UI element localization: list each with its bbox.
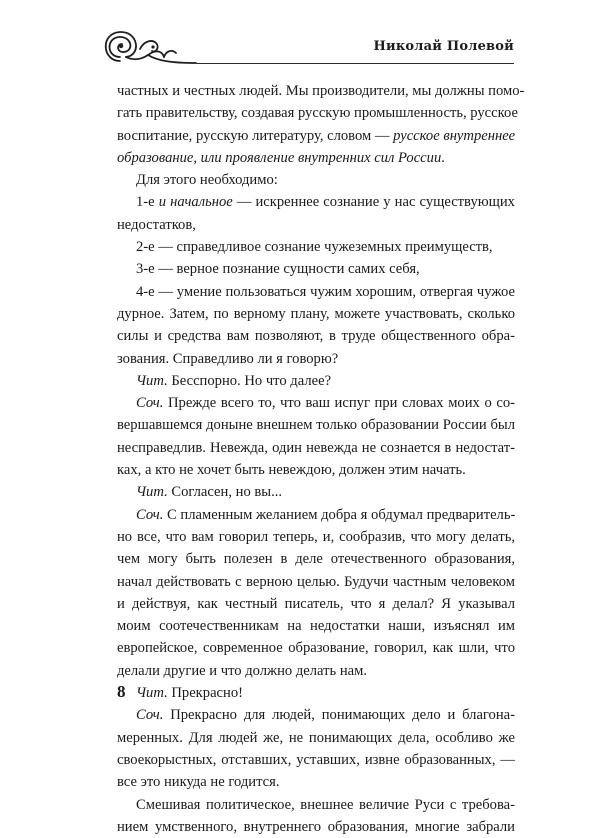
text-line — [117, 169, 515, 191]
text-line — [117, 660, 515, 682]
text-line — [117, 816, 515, 838]
text-run: Согласен, но вы... — [167, 484, 283, 501]
text-line — [117, 191, 515, 213]
text-run: несправедлив. Невежда, один невежда не сознается в недостат- — [117, 439, 515, 456]
italic-text: Соч. — [136, 506, 164, 523]
text-run: 2-е — справедливое сознание чужеземных преимуществ, — [136, 239, 493, 256]
body-text — [117, 80, 525, 838]
text-run: дурное. Затем, по верному плану, можете участвовать, сколько — [117, 305, 515, 322]
text-run: Прекрасно! — [167, 685, 243, 702]
text-line — [117, 794, 515, 816]
text-run: . — [441, 149, 445, 166]
text-line — [117, 348, 515, 370]
text-line — [117, 704, 515, 726]
text-run: все это никуда не годится. — [117, 774, 280, 791]
text-run: — искреннее сознание у нас существующих — [232, 194, 515, 211]
text-line — [117, 481, 515, 503]
text-line — [117, 214, 515, 236]
text-line — [117, 771, 515, 793]
text-line — [117, 370, 515, 392]
text-line — [117, 147, 515, 169]
text-run: 4-е — умение пользоваться чужим хорошим, отвергая чужое — [136, 283, 515, 300]
text-run: своекорыстных, отставших, уставших, извне образованных, — — [117, 751, 515, 768]
italic-text: Чит. — [136, 484, 168, 501]
italic-text: Соч. — [136, 707, 164, 724]
italic-text: образование, или проявление внутренних сил России — [117, 149, 442, 166]
text-line — [117, 80, 525, 102]
header-rule — [196, 63, 514, 64]
text-run: частных и честных людей. Мы производители, мы должны помо- — [117, 83, 525, 99]
text-line — [117, 414, 515, 436]
running-title: Николай Полевой — [373, 39, 514, 54]
text-line — [117, 102, 518, 124]
text-run: делали другие и что должно делать нам. — [117, 662, 367, 679]
text-line — [117, 392, 515, 414]
text-line — [117, 637, 515, 659]
italic-text: Чит. — [136, 685, 168, 702]
text-line — [117, 548, 515, 570]
text-run: европейское, современное образование, говорил, как шли, что — [117, 640, 515, 657]
text-run: моим соотечественникам на недостатки наши, изъяснял им — [117, 618, 515, 635]
text-line — [117, 459, 515, 481]
text-line — [117, 437, 515, 459]
text-run: начал действовать с верною целью. Будучи частным человеком — [117, 573, 515, 590]
text-run: вершавшемся доныне внешнем только образовании России был — [117, 417, 515, 434]
page-header — [100, 27, 514, 71]
italic-text: и начальное — [158, 194, 233, 211]
text-run: недостатков, — [117, 216, 196, 233]
text-line — [117, 236, 515, 258]
text-run: силы и средства вам позволяют, в труде общественного обра- — [117, 328, 515, 345]
text-run: Бесспорно. Но что далее? — [167, 372, 332, 389]
text-line — [117, 258, 515, 280]
text-run: Прежде всего то, что ваш испуг при словах моих о со- — [163, 395, 515, 412]
text-run: гать правительству, создавая русскую промышленность, русское — [117, 105, 518, 122]
text-line — [117, 749, 515, 771]
scroll-ornament-icon — [100, 27, 210, 71]
text-run: но все, что вам говорил теперь, и, сообразив, что могу делать, — [117, 528, 515, 545]
text-line — [117, 325, 515, 347]
text-run: ках, а кто не хочет быть невеждою, должен этим начать. — [117, 462, 466, 479]
text-run: Смешивая политическое, внешнее величие Руси с требова- — [136, 796, 515, 813]
text-run: Прекрасно для людей, понимающих дело и благона- — [163, 707, 515, 724]
text-line — [117, 504, 515, 526]
text-run: и действуя, как честный писатель, что я делал? Я указывал — [117, 595, 515, 612]
italic-text: русское внутреннее — [393, 127, 516, 144]
text-run: Для этого необходимо: — [136, 172, 278, 189]
text-run: воспитание, русскую литературу, словом — — [117, 127, 394, 144]
text-run: С пламенным желанием добра я обдумал предваритель- — [163, 506, 516, 523]
text-run: меренных. Для людей же, не понимающих дела, особливо же — [117, 729, 515, 746]
text-line — [117, 615, 515, 637]
italic-text: Чит. — [136, 372, 168, 389]
text-run: 1-е — [136, 194, 159, 211]
text-line — [117, 571, 515, 593]
italic-text: Соч. — [136, 395, 164, 412]
text-line — [117, 526, 515, 548]
text-run: зования. Справедливо ли я говорю? — [117, 350, 339, 367]
text-run: чем могу быть полезен в деле отечественного образования, — [117, 551, 515, 568]
text-line — [117, 593, 515, 615]
text-run: 3-е — верное познание сущности самих себя, — [136, 261, 420, 278]
text-line — [117, 281, 515, 303]
text-line — [117, 125, 515, 147]
text-line — [117, 303, 515, 325]
text-run: нием умственного, внутреннего образования, многие забрали — [117, 818, 515, 835]
page-number: 8 — [117, 682, 126, 701]
text-line — [117, 727, 515, 749]
text-line — [117, 682, 515, 704]
